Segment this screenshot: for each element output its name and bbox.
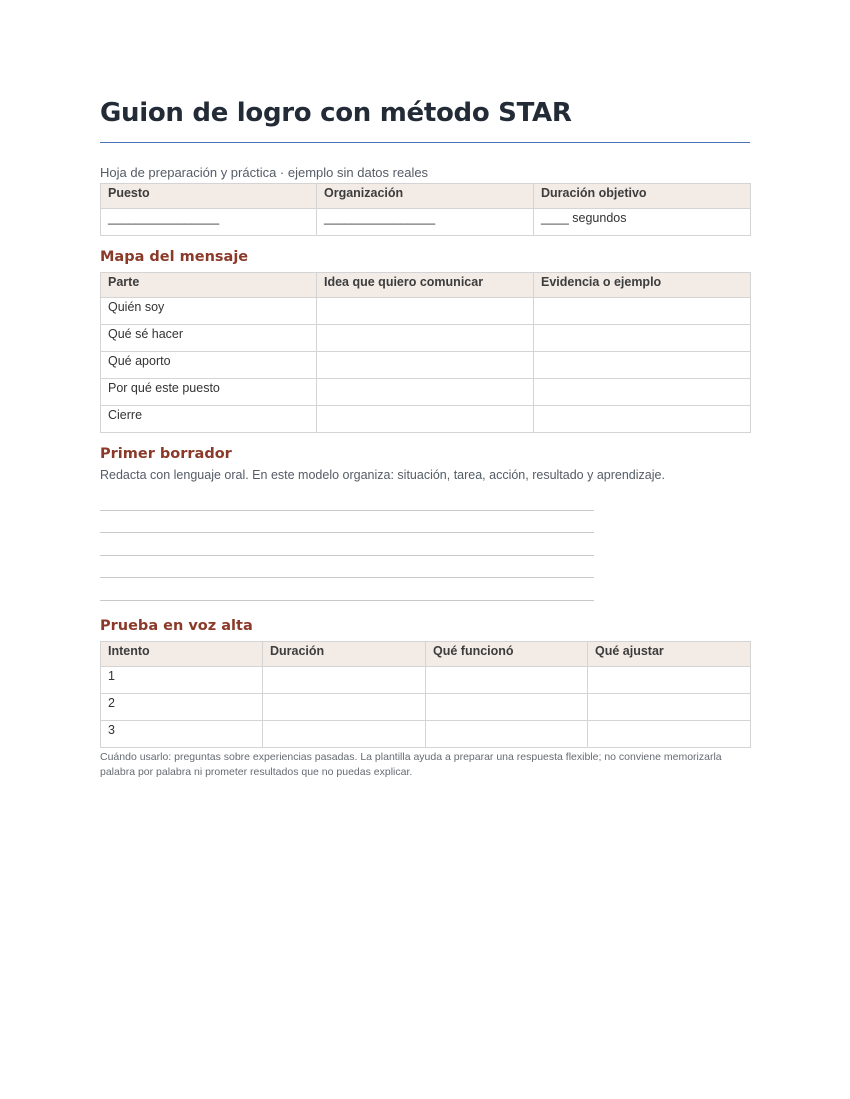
- draft-instruction: Redacta con lenguaje oral. En este modelo organiza: situación, tarea, acción, resultado y aprendizaje.: [100, 468, 665, 482]
- table-row: [101, 406, 751, 433]
- title-divider: [100, 142, 750, 143]
- table-row: [101, 379, 751, 406]
- draft-writing-lines[interactable]: [100, 488, 594, 601]
- document-subtitle: Hoja de preparación y práctica · ejemplo sin datos reales: [100, 165, 429, 180]
- map-cell-evidence[interactable]: [534, 406, 751, 433]
- test-cell-adjust[interactable]: [588, 666, 751, 693]
- map-header-parte: Parte: [101, 273, 317, 298]
- test-cell-duration[interactable]: [263, 693, 426, 720]
- draft-section-title: Primer borrador: [100, 446, 232, 462]
- document-content: [100, 96, 750, 780]
- test-cell-worked[interactable]: [426, 720, 588, 747]
- writing-line[interactable]: [100, 488, 594, 511]
- map-header-idea: Idea que quiero comunicar: [317, 273, 534, 298]
- test-section-title: Prueba en voz alta: [100, 617, 253, 634]
- map-cell-idea[interactable]: [317, 406, 534, 433]
- map-cell-evidence[interactable]: [534, 379, 751, 406]
- map-section-title: Mapa del mensaje: [100, 249, 249, 265]
- test-cell-attempt: 1: [101, 666, 263, 693]
- test-cell-attempt: 2: [101, 693, 263, 720]
- table-row: [101, 298, 751, 325]
- test-table: [100, 641, 751, 748]
- puesto-blank[interactable]: ________________: [101, 209, 317, 236]
- map-cell-part: Qué sé hacer: [101, 325, 317, 352]
- test-header-funciono: Qué funcionó: [426, 641, 588, 666]
- test-cell-duration[interactable]: [263, 720, 426, 747]
- usage-note: Cuándo usarlo: preguntas sobre experiencias pasadas. La plantilla ayuda a preparar una respuesta flexible; no conviene memorizarla palabra por palabra ni prometer resultados que no puedas explicar.: [100, 750, 722, 778]
- test-cell-duration[interactable]: [263, 666, 426, 693]
- map-header-row: [101, 273, 751, 298]
- map-cell-evidence[interactable]: [534, 352, 751, 379]
- map-cell-part: Cierre: [101, 406, 317, 433]
- duracion-blank[interactable]: ____ segundos: [534, 209, 751, 236]
- map-cell-idea[interactable]: [317, 298, 534, 325]
- table-row: [101, 693, 751, 720]
- table-row: [101, 720, 751, 747]
- document-title: Guion de logro con método STAR: [100, 98, 572, 128]
- map-cell-evidence[interactable]: [534, 298, 751, 325]
- writing-line[interactable]: [100, 578, 594, 601]
- test-cell-adjust[interactable]: [588, 720, 751, 747]
- map-header-evidencia: Evidencia o ejemplo: [534, 273, 751, 298]
- table-row: [101, 352, 751, 379]
- test-cell-attempt: 3: [101, 720, 263, 747]
- info-header-row: [101, 184, 751, 209]
- info-header-duracion: Duración objetivo: [534, 184, 751, 209]
- writing-line[interactable]: [100, 511, 594, 534]
- writing-line[interactable]: [100, 533, 594, 556]
- map-cell-idea[interactable]: [317, 379, 534, 406]
- writing-line[interactable]: [100, 556, 594, 579]
- table-row: [101, 666, 751, 693]
- info-row: [101, 209, 751, 236]
- info-header-organizacion: Organización: [317, 184, 534, 209]
- test-header-ajustar: Qué ajustar: [588, 641, 751, 666]
- map-cell-idea[interactable]: [317, 352, 534, 379]
- map-cell-evidence[interactable]: [534, 325, 751, 352]
- info-header-puesto: Puesto: [101, 184, 317, 209]
- test-header-row: [101, 641, 751, 666]
- test-header-duracion: Duración: [263, 641, 426, 666]
- info-table: [100, 183, 751, 236]
- map-table: [100, 272, 751, 433]
- map-cell-part: Quién soy: [101, 298, 317, 325]
- table-row: [101, 325, 751, 352]
- map-cell-part: Por qué este puesto: [101, 379, 317, 406]
- map-cell-part: Qué aporto: [101, 352, 317, 379]
- test-cell-adjust[interactable]: [588, 693, 751, 720]
- test-cell-worked[interactable]: [426, 666, 588, 693]
- organizacion-blank[interactable]: ________________: [317, 209, 534, 236]
- test-cell-worked[interactable]: [426, 693, 588, 720]
- test-header-intento: Intento: [101, 641, 263, 666]
- map-cell-idea[interactable]: [317, 325, 534, 352]
